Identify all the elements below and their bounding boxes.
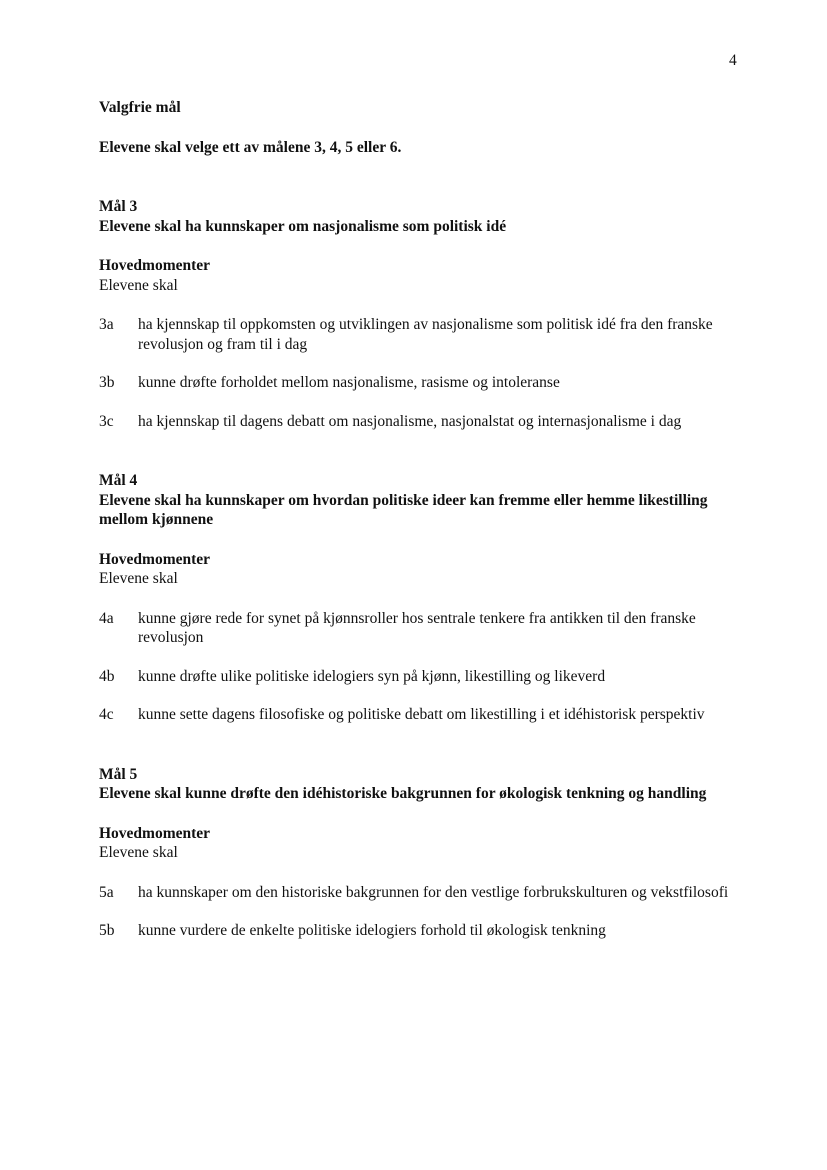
item-text: ha kjennskap til oppkomsten og utviklingen av nasjonalisme som politisk idé fra den franske revolusjon og fram til i dag <box>138 316 713 353</box>
item-text: kunne drøfte ulike politiske idelogiers syn på kjønn, likestilling og likeverd <box>138 667 606 685</box>
list-item <box>99 883 759 903</box>
main-points-title: Hovedmomenter <box>99 257 211 274</box>
item-text: kunne sette dagens filosofiske og politiske debatt om likestilling i et idéhistorisk perspektiv <box>138 706 705 723</box>
list-item <box>99 667 759 687</box>
section-intro: Elevene skal velge ett av målene 3, 4, 5 eller 6. <box>99 138 402 156</box>
item-text: ha kjennskap til dagens debatt om nasjonalisme, nasjonalstat og internasjonalisme i dag <box>138 412 682 430</box>
list-item <box>99 609 759 648</box>
main-points-list <box>99 883 759 941</box>
page-number: 4 <box>729 52 737 69</box>
goal-5 <box>99 765 759 941</box>
item-text: kunne vurdere de enkelte politiske idelogiers forhold til økologisk tenkning <box>138 922 606 939</box>
item-text: kunne gjøre rede for synet på kjønnsroller hos sentrale tenkere fra antikken til den franske revolusjon <box>138 609 696 646</box>
item-code: 4b <box>99 667 115 685</box>
main-points-title: Hovedmomenter <box>99 550 211 568</box>
item-code: 5a <box>99 883 114 901</box>
goal-statement: Elevene skal kunne drøfte den idéhistoriske bakgrunnen for økologisk tenkning og handling <box>99 785 707 802</box>
item-code: 5b <box>99 922 115 939</box>
document-body <box>99 98 759 941</box>
list-item <box>99 373 759 393</box>
item-code: 4c <box>99 706 114 723</box>
main-points <box>99 824 759 863</box>
main-points-lead: Elevene skal <box>99 570 178 587</box>
main-points-title: Hovedmomenter <box>99 824 211 842</box>
goal-title: Mål 3 <box>99 198 138 215</box>
item-code: 3a <box>99 316 114 333</box>
main-points-lead: Elevene skal <box>99 844 178 861</box>
item-code: 3b <box>99 374 115 391</box>
list-item <box>99 412 759 432</box>
section-title: Valgfrie mål <box>99 99 181 116</box>
main-points-lead: Elevene skal <box>99 276 178 294</box>
main-points-list <box>99 609 759 725</box>
item-text: ha kunnskaper om den historiske bakgrunnen for den vestlige forbrukskulturen og vekstfilosofi <box>138 883 729 901</box>
list-item <box>99 705 759 725</box>
item-code: 3c <box>99 412 114 430</box>
goal-title: Mål 5 <box>99 765 138 783</box>
list-item <box>99 921 759 941</box>
goal-statement: Elevene skal ha kunnskaper om hvordan politiske ideer kan fremme eller hemme likestilling mellom kjønnene <box>99 491 708 528</box>
main-points <box>99 550 759 589</box>
main-points <box>99 256 759 295</box>
goal-statement: Elevene skal ha kunnskaper om nasjonalisme som politisk idé <box>99 217 507 235</box>
goal-4 <box>99 471 759 725</box>
item-code: 4a <box>99 609 114 627</box>
goal-title: Mål 4 <box>99 472 138 489</box>
item-text: kunne drøfte forholdet mellom nasjonalisme, rasisme og intoleranse <box>138 374 560 391</box>
list-item <box>99 315 759 354</box>
main-points-list <box>99 315 759 431</box>
goal-3 <box>99 197 759 431</box>
